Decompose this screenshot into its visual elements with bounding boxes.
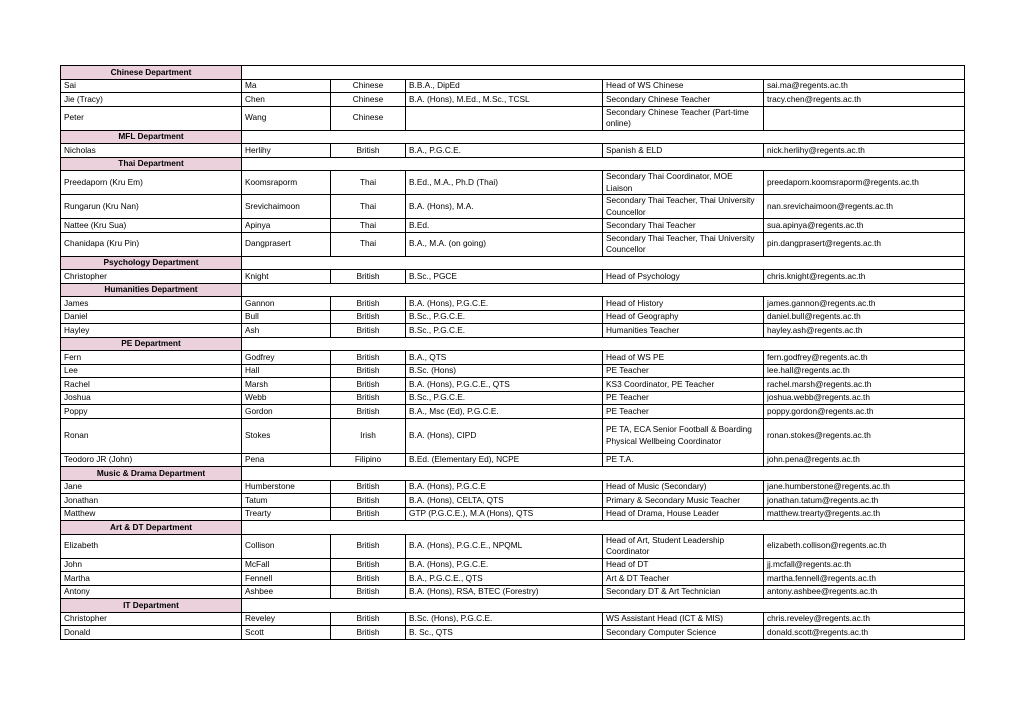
department-header-spacer xyxy=(242,283,965,297)
qualifications-cell: B.Sc. (Hons) xyxy=(406,364,603,378)
surname-cell: Hall xyxy=(242,364,331,378)
department-header-row xyxy=(61,256,965,270)
staff-row xyxy=(61,453,965,467)
email-cell: fern.godfrey@regents.ac.th xyxy=(764,351,965,365)
nationality-cell: British xyxy=(331,351,406,365)
surname-cell: McFall xyxy=(242,558,331,572)
position-cell: Secondary Thai Teacher xyxy=(603,219,764,233)
nationality-cell: British xyxy=(331,324,406,338)
position-cell: PE Teacher xyxy=(603,405,764,419)
department-header-row xyxy=(61,521,965,535)
surname-cell: Apinya xyxy=(242,219,331,233)
first-name-cell: Rachel xyxy=(61,378,242,392)
first-name-cell: Nattee (Kru Sua) xyxy=(61,219,242,233)
surname-cell: Humberstone xyxy=(242,480,331,494)
position-cell: Head of WS PE xyxy=(603,351,764,365)
position-cell: Head of History xyxy=(603,297,764,311)
first-name-cell: Joshua xyxy=(61,391,242,405)
department-header-spacer xyxy=(242,467,965,481)
staff-row xyxy=(61,612,965,626)
first-name-cell: James xyxy=(61,297,242,311)
position-cell: Head of DT xyxy=(603,558,764,572)
email-cell: nan.srevichaimoon@regents.ac.th xyxy=(764,195,965,219)
surname-cell: Pena xyxy=(242,453,331,467)
first-name-cell: Martha xyxy=(61,572,242,586)
position-cell: Head of Geography xyxy=(603,310,764,324)
staff-row xyxy=(61,391,965,405)
department-name: IT Department xyxy=(61,599,242,613)
position-cell: Primary & Secondary Music Teacher xyxy=(603,494,764,508)
first-name-cell: Matthew xyxy=(61,507,242,521)
first-name-cell: Jane xyxy=(61,480,242,494)
nationality-cell: Chinese xyxy=(331,93,406,107)
qualifications-cell: B.A., P.G.C.E. xyxy=(406,144,603,158)
staff-row xyxy=(61,324,965,338)
email-cell: elizabeth.collison@regents.ac.th xyxy=(764,534,965,558)
qualifications-cell: B.A. (Hons), P.G.C.E xyxy=(406,480,603,494)
surname-cell: Scott xyxy=(242,626,331,640)
nationality-cell: Thai xyxy=(331,219,406,233)
email-cell: rachel.marsh@regents.ac.th xyxy=(764,378,965,392)
qualifications-cell: B.Sc., PGCE xyxy=(406,270,603,284)
staff-row xyxy=(61,480,965,494)
nationality-cell: British xyxy=(331,572,406,586)
qualifications-cell: B.A. (Hons), P.G.C.E. xyxy=(406,558,603,572)
department-header-row xyxy=(61,283,965,297)
staff-row xyxy=(61,79,965,93)
email-cell: sai.ma@regents.ac.th xyxy=(764,79,965,93)
staff-directory-table xyxy=(60,65,965,640)
first-name-cell: Chanidapa (Kru Pin) xyxy=(61,232,242,256)
qualifications-cell: B.Ed. xyxy=(406,219,603,233)
staff-row xyxy=(61,534,965,558)
surname-cell: Dangprasert xyxy=(242,232,331,256)
position-cell: Secondary Thai Coordinator, MOE Liaison xyxy=(603,171,764,195)
email-cell: preedaporn.koomsraporm@regents.ac.th xyxy=(764,171,965,195)
department-name: Thai Department xyxy=(61,157,242,171)
email-cell: jj.mcfall@regents.ac.th xyxy=(764,558,965,572)
nationality-cell: British xyxy=(331,626,406,640)
qualifications-cell: B.A. (Hons), M.Ed., M.Sc., TCSL xyxy=(406,93,603,107)
department-header-spacer xyxy=(242,157,965,171)
position-cell: Head of Drama, House Leader xyxy=(603,507,764,521)
email-cell: antony.ashbee@regents.ac.th xyxy=(764,585,965,599)
surname-cell: Stokes xyxy=(242,418,331,453)
department-name: PE Department xyxy=(61,337,242,351)
first-name-cell: Sai xyxy=(61,79,242,93)
position-cell: Secondary Thai Teacher, Thai University Councellor xyxy=(603,232,764,256)
qualifications-cell: B.A. (Hons), CIPD xyxy=(406,418,603,453)
qualifications-cell: B.B.A., DipEd xyxy=(406,79,603,93)
nationality-cell: British xyxy=(331,558,406,572)
email-cell: sua.apinya@regents.ac.th xyxy=(764,219,965,233)
email-cell: chris.knight@regents.ac.th xyxy=(764,270,965,284)
email-cell xyxy=(764,106,965,130)
department-name: MFL Department xyxy=(61,130,242,144)
staff-row xyxy=(61,171,965,195)
email-cell: ronan.stokes@regents.ac.th xyxy=(764,418,965,453)
email-cell: james.gannon@regents.ac.th xyxy=(764,297,965,311)
department-name: Art & DT Department xyxy=(61,521,242,535)
staff-row xyxy=(61,507,965,521)
first-name-cell: Fern xyxy=(61,351,242,365)
nationality-cell: British xyxy=(331,270,406,284)
nationality-cell: Filipino xyxy=(331,453,406,467)
qualifications-cell: B.Sc., P.G.C.E. xyxy=(406,324,603,338)
staff-row xyxy=(61,93,965,107)
staff-row xyxy=(61,572,965,586)
surname-cell: Koomsraporm xyxy=(242,171,331,195)
qualifications-cell: B.A. (Hons), M.A. xyxy=(406,195,603,219)
nationality-cell: British xyxy=(331,405,406,419)
position-cell: PE TA, ECA Senior Football & Boarding Physical Wellbeing Coordinator xyxy=(603,418,764,453)
surname-cell: Chen xyxy=(242,93,331,107)
surname-cell: Trearty xyxy=(242,507,331,521)
position-cell: Head of Psychology xyxy=(603,270,764,284)
position-cell: Secondary DT & Art Technician xyxy=(603,585,764,599)
email-cell: lee.hall@regents.ac.th xyxy=(764,364,965,378)
nationality-cell: British xyxy=(331,310,406,324)
qualifications-cell: B.Sc. (Hons), P.G.C.E. xyxy=(406,612,603,626)
position-cell: PE T.A. xyxy=(603,453,764,467)
nationality-cell: Thai xyxy=(331,195,406,219)
department-header-spacer xyxy=(242,337,965,351)
nationality-cell: British xyxy=(331,391,406,405)
position-cell: Head of Music (Secondary) xyxy=(603,480,764,494)
staff-row xyxy=(61,232,965,256)
email-cell: poppy.gordon@regents.ac.th xyxy=(764,405,965,419)
first-name-cell: Jie (Tracy) xyxy=(61,93,242,107)
department-header-spacer xyxy=(242,521,965,535)
first-name-cell: Teodoro JR (John) xyxy=(61,453,242,467)
surname-cell: Reveley xyxy=(242,612,331,626)
position-cell: PE Teacher xyxy=(603,391,764,405)
first-name-cell: Poppy xyxy=(61,405,242,419)
surname-cell: Gordon xyxy=(242,405,331,419)
staff-row xyxy=(61,418,965,453)
first-name-cell: Elizabeth xyxy=(61,534,242,558)
nationality-cell: British xyxy=(331,364,406,378)
department-header-row xyxy=(61,130,965,144)
qualifications-cell: B.A., M.A. (on going) xyxy=(406,232,603,256)
qualifications-cell: GTP (P.G.C.E.), M.A (Hons), QTS xyxy=(406,507,603,521)
email-cell: jane.humberstone@regents.ac.th xyxy=(764,480,965,494)
staff-row xyxy=(61,297,965,311)
qualifications-cell xyxy=(406,106,603,130)
department-header-row xyxy=(61,157,965,171)
email-cell: donald.scott@regents.ac.th xyxy=(764,626,965,640)
position-cell: Head of WS Chinese xyxy=(603,79,764,93)
position-cell: Humanities Teacher xyxy=(603,324,764,338)
first-name-cell: Christopher xyxy=(61,270,242,284)
department-name: Humanities Department xyxy=(61,283,242,297)
surname-cell: Marsh xyxy=(242,378,331,392)
first-name-cell: Ronan xyxy=(61,418,242,453)
surname-cell: Tatum xyxy=(242,494,331,508)
surname-cell: Ma xyxy=(242,79,331,93)
surname-cell: Knight xyxy=(242,270,331,284)
first-name-cell: Hayley xyxy=(61,324,242,338)
qualifications-cell: B.A. (Hons), P.G.C.E., QTS xyxy=(406,378,603,392)
surname-cell: Webb xyxy=(242,391,331,405)
surname-cell: Bull xyxy=(242,310,331,324)
first-name-cell: Daniel xyxy=(61,310,242,324)
first-name-cell: Antony xyxy=(61,585,242,599)
surname-cell: Fennell xyxy=(242,572,331,586)
position-cell: Head of Art, Student Leadership Coordinator xyxy=(603,534,764,558)
department-header-row xyxy=(61,599,965,613)
qualifications-cell: B.Sc., P.G.C.E. xyxy=(406,391,603,405)
qualifications-cell: B.A. (Hons), P.G.C.E. xyxy=(406,297,603,311)
position-cell: WS Assistant Head (ICT & MIS) xyxy=(603,612,764,626)
nationality-cell: British xyxy=(331,480,406,494)
nationality-cell: British xyxy=(331,297,406,311)
surname-cell: Gannon xyxy=(242,297,331,311)
staff-row xyxy=(61,144,965,158)
email-cell: hayley.ash@regents.ac.th xyxy=(764,324,965,338)
staff-row xyxy=(61,106,965,130)
staff-row xyxy=(61,405,965,419)
surname-cell: Ashbee xyxy=(242,585,331,599)
staff-row xyxy=(61,270,965,284)
first-name-cell: John xyxy=(61,558,242,572)
department-header-row xyxy=(61,337,965,351)
department-header-spacer xyxy=(242,66,965,80)
department-header-spacer xyxy=(242,256,965,270)
first-name-cell: Lee xyxy=(61,364,242,378)
nationality-cell: British xyxy=(331,507,406,521)
staff-row xyxy=(61,195,965,219)
email-cell: pin.dangprasert@regents.ac.th xyxy=(764,232,965,256)
first-name-cell: Rungarun (Kru Nan) xyxy=(61,195,242,219)
staff-row xyxy=(61,364,965,378)
surname-cell: Herlihy xyxy=(242,144,331,158)
staff-row xyxy=(61,219,965,233)
first-name-cell: Jonathan xyxy=(61,494,242,508)
email-cell: nick.herlihy@regents.ac.th xyxy=(764,144,965,158)
surname-cell: Wang xyxy=(242,106,331,130)
surname-cell: Godfrey xyxy=(242,351,331,365)
position-cell: PE Teacher xyxy=(603,364,764,378)
staff-row xyxy=(61,585,965,599)
position-cell: Secondary Chinese Teacher xyxy=(603,93,764,107)
nationality-cell: British xyxy=(331,612,406,626)
qualifications-cell: B.A., Msc (Ed), P.G.C.E. xyxy=(406,405,603,419)
qualifications-cell: B. Sc., QTS xyxy=(406,626,603,640)
department-header-spacer xyxy=(242,130,965,144)
nationality-cell: British xyxy=(331,585,406,599)
position-cell: Secondary Computer Science xyxy=(603,626,764,640)
qualifications-cell: B.A. (Hons), P.G.C.E., NPQML xyxy=(406,534,603,558)
first-name-cell: Nicholas xyxy=(61,144,242,158)
position-cell: Art & DT Teacher xyxy=(603,572,764,586)
qualifications-cell: B.A. (Hons), RSA, BTEC (Forestry) xyxy=(406,585,603,599)
qualifications-cell: B.A., P.G.C.E., QTS xyxy=(406,572,603,586)
staff-row xyxy=(61,310,965,324)
first-name-cell: Peter xyxy=(61,106,242,130)
nationality-cell: British xyxy=(331,144,406,158)
nationality-cell: British xyxy=(331,534,406,558)
first-name-cell: Christopher xyxy=(61,612,242,626)
staff-row xyxy=(61,558,965,572)
qualifications-cell: B.Ed., M.A., Ph.D (Thai) xyxy=(406,171,603,195)
staff-row xyxy=(61,494,965,508)
qualifications-cell: B.A. (Hons), CELTA, QTS xyxy=(406,494,603,508)
department-name: Psychology Department xyxy=(61,256,242,270)
position-cell: KS3 Coordinator, PE Teacher xyxy=(603,378,764,392)
surname-cell: Srevichaimoon xyxy=(242,195,331,219)
department-header-row xyxy=(61,467,965,481)
nationality-cell: Irish xyxy=(331,418,406,453)
nationality-cell: British xyxy=(331,378,406,392)
nationality-cell: British xyxy=(331,494,406,508)
email-cell: tracy.chen@regents.ac.th xyxy=(764,93,965,107)
surname-cell: Ash xyxy=(242,324,331,338)
email-cell: daniel.bull@regents.ac.th xyxy=(764,310,965,324)
position-cell: Secondary Chinese Teacher (Part-time online) xyxy=(603,106,764,130)
email-cell: joshua.webb@regents.ac.th xyxy=(764,391,965,405)
qualifications-cell: B.Sc., P.G.C.E. xyxy=(406,310,603,324)
email-cell: martha.fennell@regents.ac.th xyxy=(764,572,965,586)
department-name: Music & Drama Department xyxy=(61,467,242,481)
department-name: Chinese Department xyxy=(61,66,242,80)
nationality-cell: Thai xyxy=(331,171,406,195)
staff-row xyxy=(61,626,965,640)
nationality-cell: Chinese xyxy=(331,106,406,130)
department-header-row xyxy=(61,66,965,80)
nationality-cell: Thai xyxy=(331,232,406,256)
email-cell: chris.reveley@regents.ac.th xyxy=(764,612,965,626)
first-name-cell: Donald xyxy=(61,626,242,640)
email-cell: matthew.trearty@regents.ac.th xyxy=(764,507,965,521)
email-cell: jonathan.tatum@regents.ac.th xyxy=(764,494,965,508)
staff-row xyxy=(61,378,965,392)
staff-row xyxy=(61,351,965,365)
nationality-cell: Chinese xyxy=(331,79,406,93)
qualifications-cell: B.Ed. (Elementary Ed), NCPE xyxy=(406,453,603,467)
qualifications-cell: B.A., QTS xyxy=(406,351,603,365)
position-cell: Spanish & ELD xyxy=(603,144,764,158)
email-cell: john.pena@regents.ac.th xyxy=(764,453,965,467)
surname-cell: Collison xyxy=(242,534,331,558)
department-header-spacer xyxy=(242,599,965,613)
position-cell: Secondary Thai Teacher, Thai University Councellor xyxy=(603,195,764,219)
first-name-cell: Preedaporn (Kru Em) xyxy=(61,171,242,195)
